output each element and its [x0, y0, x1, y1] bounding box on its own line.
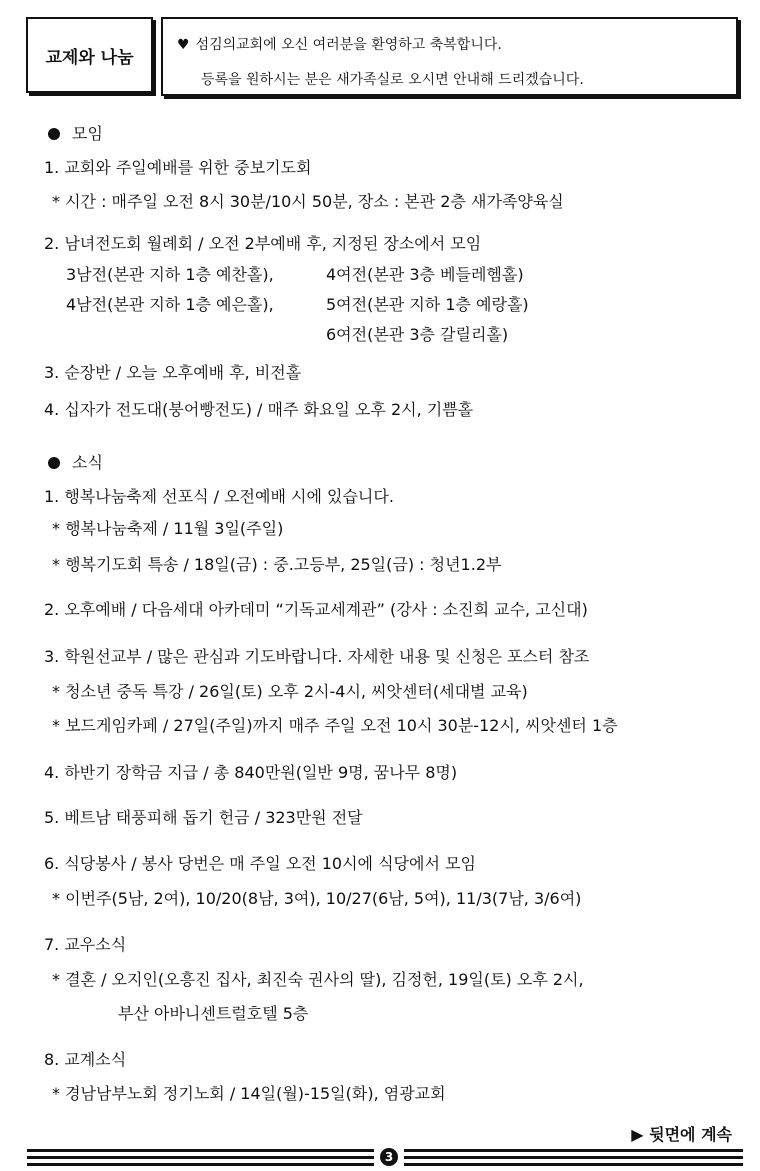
list-item: 부산 아바니센트럴호텔 5층 — [118, 1004, 309, 1023]
list-item: 6여전(본관 3층 갈릴리홀) — [326, 325, 509, 344]
heart-icon: ♥ — [177, 37, 190, 53]
section-heading-gatherings: 모임 — [48, 121, 103, 144]
section-title: 교제와 나눔 — [45, 47, 134, 68]
list-item: * 행복나눔축제 / 11월 3일(주일) — [52, 519, 284, 538]
list-item: * 청소년 중독 특강 / 26일(토) 오후 2시-4시, 씨앗센터(세대별 교육) — [52, 682, 528, 701]
list-item: 7. 교우소식 — [44, 935, 127, 954]
list-item: * 경남남부노회 정기노회 / 14일(월)-15일(화), 염광교회 — [52, 1084, 446, 1103]
list-item: 2. 남녀전도회 월례회 / 오전 2부예배 후, 지정된 장소에서 모임 — [44, 234, 482, 253]
list-item: * 시간 : 매주일 오전 8시 30분/10시 50분, 장소 : 본관 2층 새가족양육실 — [52, 192, 564, 211]
section-heading-news: 소식 — [48, 450, 103, 473]
list-item: 5. 베트남 태풍피해 돕기 헌금 / 323만원 전달 — [44, 808, 363, 827]
list-item: * 보드게임카페 / 27일(주일)까지 매주 주일 오전 10시 30분-12시, 씨앗센터 1층 — [52, 716, 618, 735]
list-item: * 결혼 / 오지인(오흥진 집사, 최진숙 권사의 딸), 김정헌, 19일(토) 오후 2시, — [52, 970, 584, 989]
list-item: * 행복기도회 특송 / 18일(금) : 중.고등부, 25일(금) : 청년1.2부 — [52, 555, 502, 574]
welcome-line-2: 등록을 원하시는 분은 새가족실로 오시면 안내해 드리겠습니다. — [201, 72, 584, 88]
list-item: 5여전(본관 지하 1층 예랑홀) — [326, 295, 529, 314]
welcome-line-1: ♥ 섬김의교회에 오신 여러분을 환영하고 축복합니다. — [177, 37, 502, 53]
list-item: 4여전(본관 3층 베들레헴홀) — [326, 265, 524, 284]
list-item: 4남전(본관 지하 1층 예은홀), — [66, 295, 274, 314]
list-item: 3. 순장반 / 오늘 오후예배 후, 비전홀 — [44, 363, 302, 382]
list-item: 4. 하반기 장학금 지급 / 총 840만원(일반 9명, 꿈나무 8명) — [44, 763, 458, 782]
list-item: 8. 교계소식 — [44, 1050, 127, 1069]
list-item: 4. 십자가 전도대(붕어빵전도) / 매주 화요일 오후 2시, 기쁨홀 — [44, 400, 474, 419]
list-item: 3. 학원선교부 / 많은 관심과 기도바랍니다. 자세한 내용 및 신청은 포스터 참조 — [44, 647, 590, 666]
list-item: 1. 행복나눔축제 선포식 / 오전예배 시에 있습니다. — [44, 487, 394, 506]
bullet-icon — [48, 128, 60, 140]
bullet-icon — [48, 457, 60, 469]
list-item: * 이번주(5남, 2여), 10/20(8남, 3여), 10/27(6남, 5여), 11/3(7남, 3/6여) — [52, 889, 582, 908]
continue-label: ▶ 뒷면에 계속 — [631, 1125, 732, 1144]
section-title-box — [26, 17, 153, 93]
page-number: 3 — [380, 1148, 398, 1166]
list-item: 2. 오후예배 / 다음세대 아카데미 “기독교세계관” (강사 : 소진희 교수, 고신대) — [44, 600, 588, 619]
list-item: 6. 식당봉사 / 봉사 당번은 매 주일 오전 10시에 식당에서 모임 — [44, 854, 476, 873]
welcome-box — [161, 17, 738, 96]
list-item: 3남전(본관 지하 1층 예찬홀), — [66, 265, 274, 284]
list-item: 1. 교회와 주일예배를 위한 중보기도회 — [44, 158, 312, 177]
